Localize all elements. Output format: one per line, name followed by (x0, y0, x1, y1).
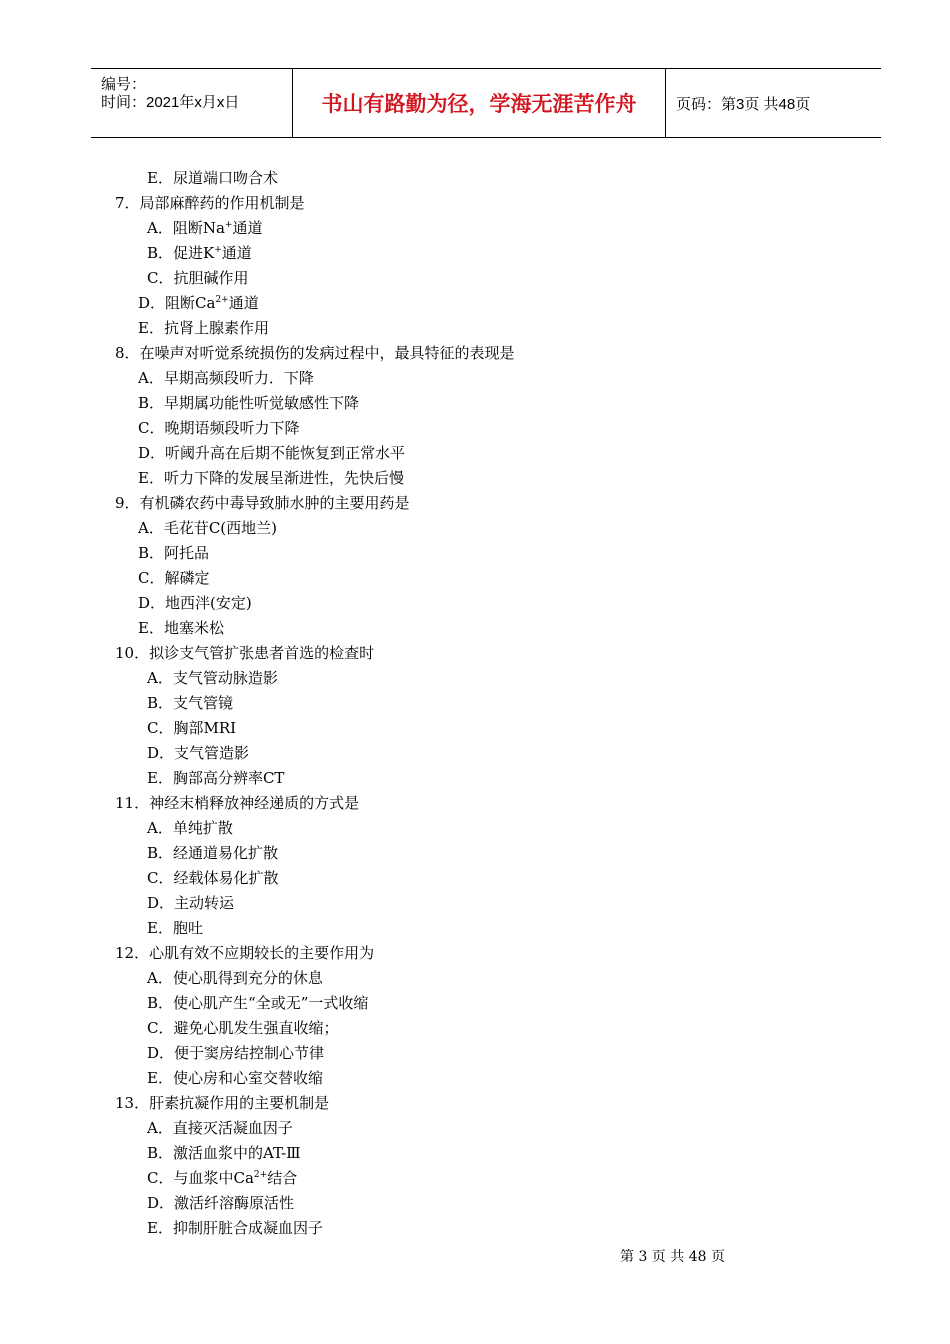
option-line: A．使心肌得到充分的休息 (147, 969, 323, 987)
page-header (91, 68, 881, 138)
option-line: B．支气管镜 (147, 694, 234, 712)
option-line: C．抗胆碱作用 (147, 269, 249, 287)
option-line: E．抗肾上腺素作用 (138, 319, 269, 337)
header-motto: 书山有路勤为径，学海无涯苦作舟 (293, 69, 666, 137)
page-footer: 第 3 页 共 48 页 (620, 1249, 725, 1265)
question-line: 7．局部麻醉药的作用机制是 (115, 194, 305, 212)
option-line: C．解磷定 (138, 569, 210, 587)
option-line: D．激活纤溶酶原活性 (147, 1194, 295, 1212)
option-line: B．使心肌产生“全或无”一式收缩 (147, 994, 369, 1012)
option-line: B．早期属功能性听觉敏感性下降 (138, 394, 360, 412)
option-line: B．促进K+通道 (147, 244, 252, 262)
option-line: C．胸部MRI (147, 719, 237, 737)
option-line: D．阻断$Ca^{2+}$通道 (138, 294, 259, 312)
document-time: 时间：2021年x月x日 (101, 94, 240, 111)
document-number-label: 编号： (101, 76, 147, 93)
option-line: D．主动转运 (147, 894, 235, 912)
option-line: D．听阈升高在后期不能恢复到正常水平 (138, 444, 406, 462)
option-line: E．地塞米松 (138, 619, 224, 637)
option-line: A．早期高频段听力．下降 (138, 369, 314, 387)
header-page-info: 页码：第3页 共48页 (676, 95, 811, 113)
option-line: D．地西泮(安定) (138, 594, 252, 612)
question-line: 13．肝素抗凝作用的主要机制是 (115, 1094, 330, 1112)
option-line: C．晚期语频段听力下降 (138, 419, 300, 437)
question-line: 8．在噪声对听觉系统损伤的发病过程中，最具特征的表现是 (115, 344, 515, 362)
question-line: 10．拟诊支气管扩张患者首选的检查时 (115, 644, 375, 662)
option-line: D．便于窦房结控制心节律 (147, 1044, 325, 1062)
option-line: B．阿托品 (138, 544, 210, 562)
option-line: A．单纯扩散 (147, 819, 233, 837)
question-line: 9．有机磷农药中毒导致肺水肿的主要用药是 (115, 494, 410, 512)
option-line: C．与血浆中$Ca^{2+}$结合 (147, 1169, 298, 1187)
header-meta (91, 69, 293, 137)
question-line: 12．心肌有效不应期较长的主要作用为 (115, 944, 375, 962)
question-line: 11．神经末梢释放神经递质的方式是 (115, 794, 360, 812)
option-line: E．抑制肝脏合成凝血因子 (147, 1219, 323, 1237)
option-line: A．支气管动脉造影 (147, 669, 278, 687)
option-line: B．激活血浆中的AT-Ⅲ (147, 1144, 301, 1162)
option-line: E．使心房和心室交替收缩 (147, 1069, 323, 1087)
option-line: E．听力下降的发展呈渐进性，先快后慢 (138, 469, 404, 487)
option-line: E．尿道端口吻合术 (147, 169, 278, 187)
option-line: E．胸部高分辨率CT (147, 769, 285, 787)
option-line: A．直接灭活凝血因子 (147, 1119, 293, 1137)
option-line: A．阻断Na+通道 (147, 219, 263, 237)
option-line: E．胞吐 (147, 919, 203, 937)
option-line: C．避免心肌发生强直收缩； (147, 1019, 339, 1037)
option-line: A．毛花苷C(西地兰) (138, 519, 278, 537)
option-line: C．经载体易化扩散 (147, 869, 279, 887)
option-line: D．支气管造影 (147, 744, 250, 762)
option-line: B．经通道易化扩散 (147, 844, 279, 862)
